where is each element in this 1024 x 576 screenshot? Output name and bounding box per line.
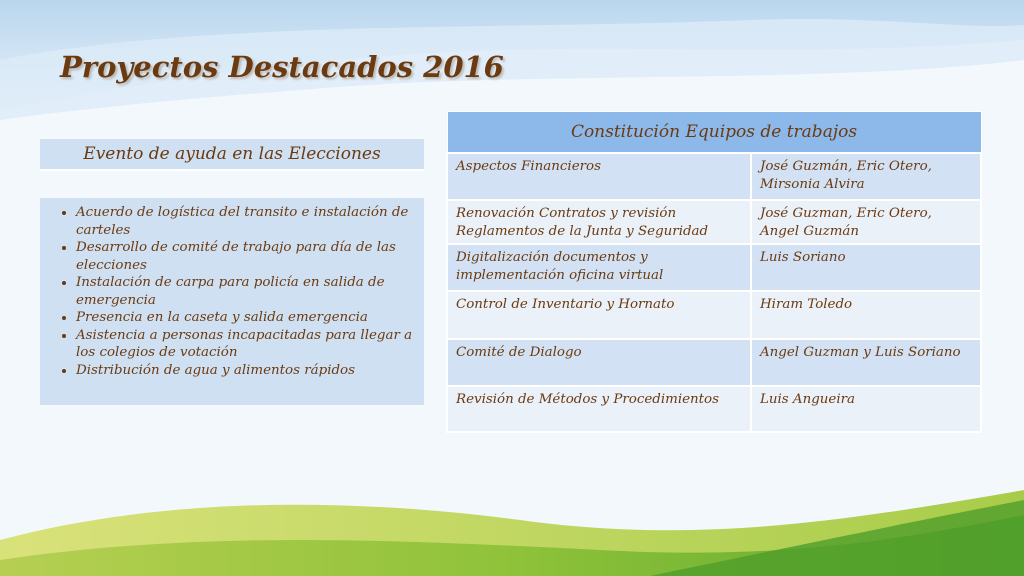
list-item: • Presencia en la caseta y salida emergencia [76, 309, 414, 327]
list-item: • Desarrollo de comité de trabajo para día de las elecciones [76, 239, 414, 274]
left-panel-list-box [40, 198, 424, 405]
teams-table [446, 111, 982, 433]
task-cell: Aspectos Financieros [447, 153, 751, 200]
bullet-list [48, 204, 414, 379]
table-row [447, 291, 981, 339]
people-cell: Luis Angueira [751, 386, 981, 432]
people-cell: José Guzman, Eric Otero, Angel Guzmán [751, 200, 981, 244]
list-item: • Asistencia a personas incapacitadas para llegar a los colegios de votación [76, 327, 414, 362]
task-cell: Control de Inventario y Hornato [447, 291, 751, 339]
task-cell: Revisión de Métodos y Procedimientos [447, 386, 751, 432]
table-heading: Constitución Equipos de trabajos [447, 112, 981, 154]
list-item: • Acuerdo de logística del transito e instalación de carteles [76, 204, 414, 239]
table-row [447, 153, 981, 200]
task-cell: Renovación Contratos y revisión Reglamentos de la Junta y Seguridad [447, 200, 751, 244]
people-cell: José Guzmán, Eric Otero, Mirsonia Alvira [751, 153, 981, 200]
table-row [447, 386, 981, 432]
task-cell: Digitalización documentos y implementación oficina virtual [447, 244, 751, 291]
task-cell: Comité de Dialogo [447, 339, 751, 386]
people-cell: Luis Soriano [751, 244, 981, 291]
list-item: • Distribución de agua y alimentos rápidos [76, 362, 414, 380]
slide-title: Proyectos Destacados 2016 [60, 50, 504, 84]
people-cell: Angel Guzman y Luis Soriano [751, 339, 981, 386]
table-row [447, 339, 981, 386]
list-item: • Instalación de carpa para policía en salida de emergencia [76, 274, 414, 309]
people-cell: Hiram Toledo [751, 291, 981, 339]
table-row [447, 200, 981, 244]
table-row [447, 244, 981, 291]
left-panel-heading: Evento de ayuda en las Elecciones [40, 139, 424, 171]
